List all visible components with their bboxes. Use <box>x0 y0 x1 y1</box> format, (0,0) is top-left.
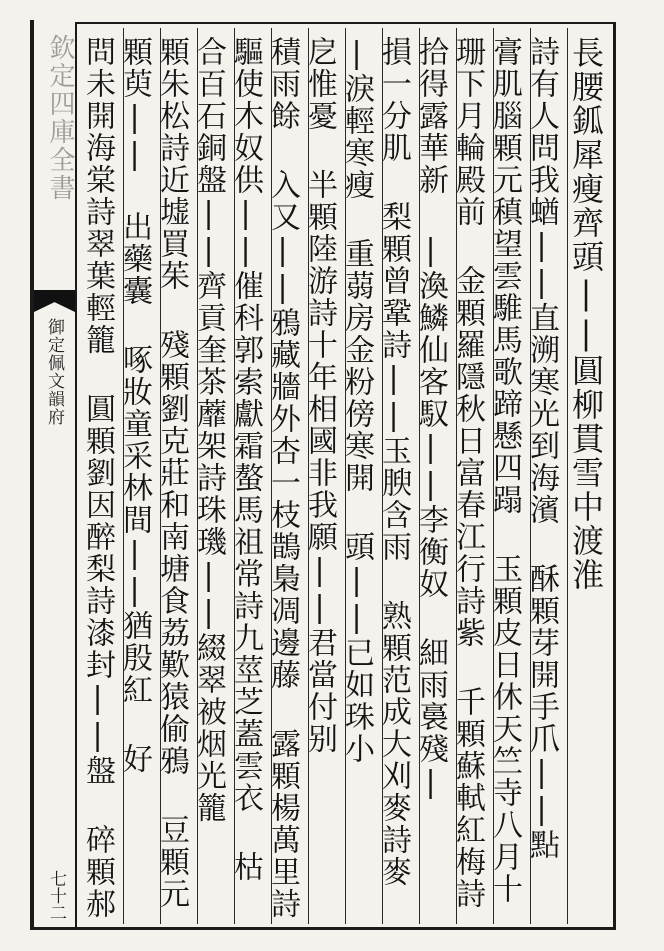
text-column-14: 問未開海棠詩翠葉輕籠 圓顆劉因醉梨詩漆封||盤 碎顆郝 <box>80 36 115 920</box>
fishtail-mark <box>34 290 75 312</box>
text-column-8: 戹惟憂 半顆陸游詩十年相國非我願||君當付别 <box>302 36 337 755</box>
text-column-7: |淚輕寒瘦 重蒻房金粉傍寒開 頭||已如珠小 <box>339 36 374 765</box>
book-title: 御定佩文韻府 <box>44 318 64 426</box>
text-column-3: 膏肌腦顆元稹望雲騅馬歌蹄懸四蹋 玉顆皮日休天竺寺八月十 <box>487 36 522 905</box>
text-column-6: 損一分肌 梨顆曾鞏詩||玉腴含雨 熟顆范成大刈麥詩麥 <box>376 36 411 888</box>
frame-right-border <box>613 22 616 928</box>
text-column-11: 合百石銅盤||齊貢奎茶蘼架詩珠璣||綴翠被烟光籠 <box>191 36 226 824</box>
text-column-13: 顆萸|| 出藥囊 啄妝童采林間||猶殷紅 好 <box>117 36 152 775</box>
text-column-12: 顆朱松詩近墟買茱 殘顆劉克莊和南塘食荔歎猿偷鴉 豆顆元 <box>154 36 189 910</box>
folio-number: 七十二 <box>46 870 66 921</box>
text-column-9: 積雨餘 入又||鴉藏牆外杏一枝鵲梟凋邊藤 露顆楊萬里詩 <box>265 36 300 920</box>
text-column-2: 詩有人問我蝤||直溯寒光到海濱 酥顆芽開手爪||點 <box>524 36 559 861</box>
text-column-5: 拾得露華新 |渙鱗仙客馭||李衡奴 細雨裛殘| <box>413 36 448 802</box>
frame-top-border <box>75 22 615 24</box>
frame-bottom-border <box>30 927 616 930</box>
text-column-4: 珊下月輪殿前 金顆羅隱秋日富春江行詩紫 千顆蘇軾紅梅詩 <box>450 36 485 910</box>
faded-running-header: 欽定四庫全書 <box>45 34 75 202</box>
text-column-10: 驅使木奴供||催科郭索獻霜螯馬祖常詩九莖芝蓋雲衣 枯 <box>228 36 263 883</box>
text-column-1: 長腰鈲犀瘦齊頭||圓柳貫雪中渡淮 <box>567 36 605 592</box>
frame-left-border <box>30 20 34 930</box>
